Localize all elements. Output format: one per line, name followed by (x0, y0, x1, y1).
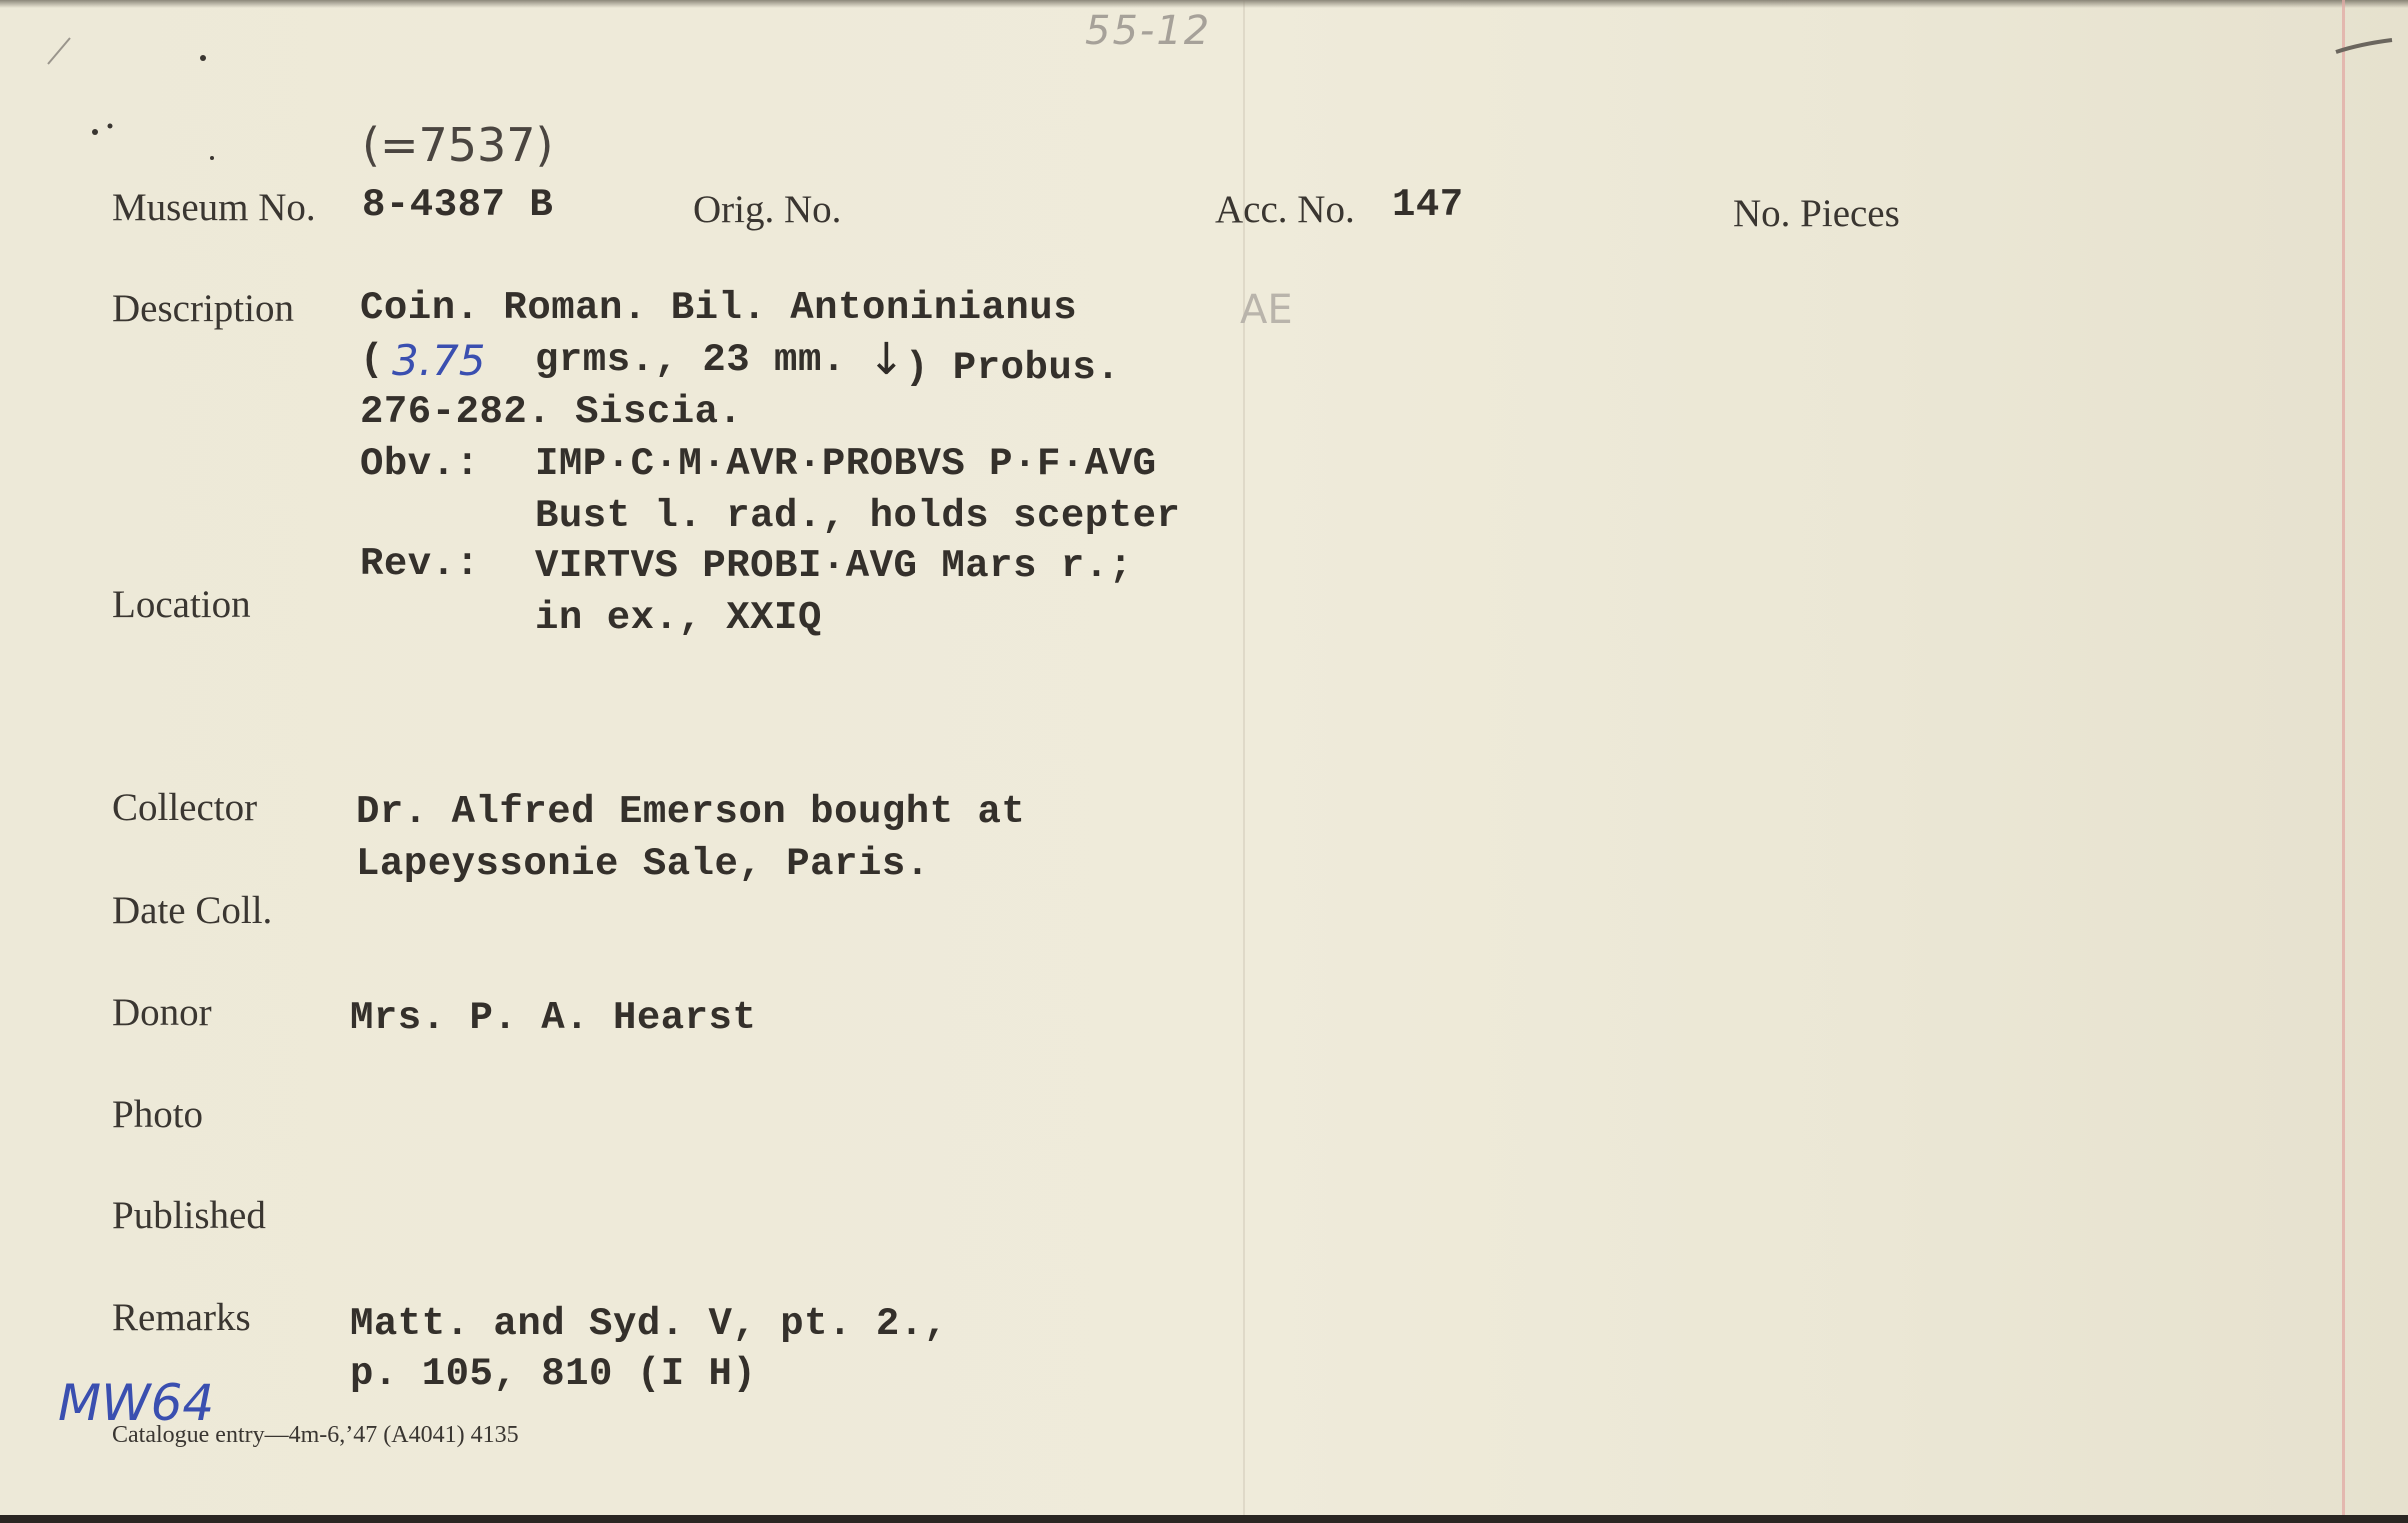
top-handwritten-number: 55-12 (1085, 8, 1212, 54)
published-label: Published (112, 1194, 266, 1237)
boxed-handwritten-number: (=7537) (362, 118, 554, 172)
description-line-2: grms., 23 mm. (535, 338, 846, 382)
margin-note-ae: AE (1240, 287, 1293, 333)
no-pieces-label: No. Pieces (1733, 192, 1900, 235)
donor-label: Donor (112, 991, 212, 1034)
acc-no-label: Acc. No. (1215, 188, 1355, 231)
reverse-label: Rev.: (360, 542, 480, 586)
obverse-label: Obv.: (360, 442, 480, 486)
handwritten-initials: MW64 (58, 1374, 215, 1432)
description-line-2-close: ) Probus. (905, 346, 1121, 390)
ink-specks-icon (60, 40, 230, 170)
collector-line-1: Dr. Alfred Emerson bought at (356, 790, 1026, 834)
remarks-label: Remarks (112, 1296, 251, 1339)
remarks-line-1: Matt. and Syd. V, pt. 2., (350, 1302, 948, 1346)
museum-no-value: 8-4387 B (362, 183, 554, 227)
die-axis-arrow-icon: ↓ (868, 334, 905, 385)
reverse-exergue: in ex., XXIQ (535, 596, 822, 640)
obverse-legend: IMP·C·M·AVR·PROBVS P·F·AVG (535, 442, 1157, 486)
obverse-description: Bust l. rad., holds scepter (535, 494, 1181, 538)
coin-weight-handwritten: 3.75 (392, 336, 486, 385)
description-line-2-open: ( (360, 338, 384, 382)
description-line-3: 276-282. Siscia. (360, 390, 743, 434)
remarks-line-2: p. 105, 810 (I H) (350, 1352, 757, 1396)
photo-label: Photo (112, 1093, 204, 1136)
description-label: Description (112, 287, 294, 330)
location-label: Location (112, 583, 251, 626)
reverse-legend: VIRTVS PROBI·AVG Mars r.; (535, 544, 1133, 588)
orig-no-label: Orig. No. (693, 188, 842, 231)
collector-label: Collector (112, 786, 258, 829)
acc-no-value: 147 (1392, 183, 1464, 227)
description-line-1: Coin. Roman. Bil. Antoninianus (360, 286, 1078, 330)
collector-line-2: Lapeyssonie Sale, Paris. (356, 842, 930, 886)
catalogue-entry-footer: Catalogue entry—4m-6,’47 (A4041) 4135 (112, 1422, 519, 1448)
card-red-edge (2342, 0, 2345, 1515)
pencil-mark-icon (2330, 28, 2400, 68)
donor-value: Mrs. P. A. Hearst (350, 996, 757, 1040)
date-coll-label: Date Coll. (112, 889, 273, 932)
museum-no-label: Museum No. (112, 186, 316, 229)
